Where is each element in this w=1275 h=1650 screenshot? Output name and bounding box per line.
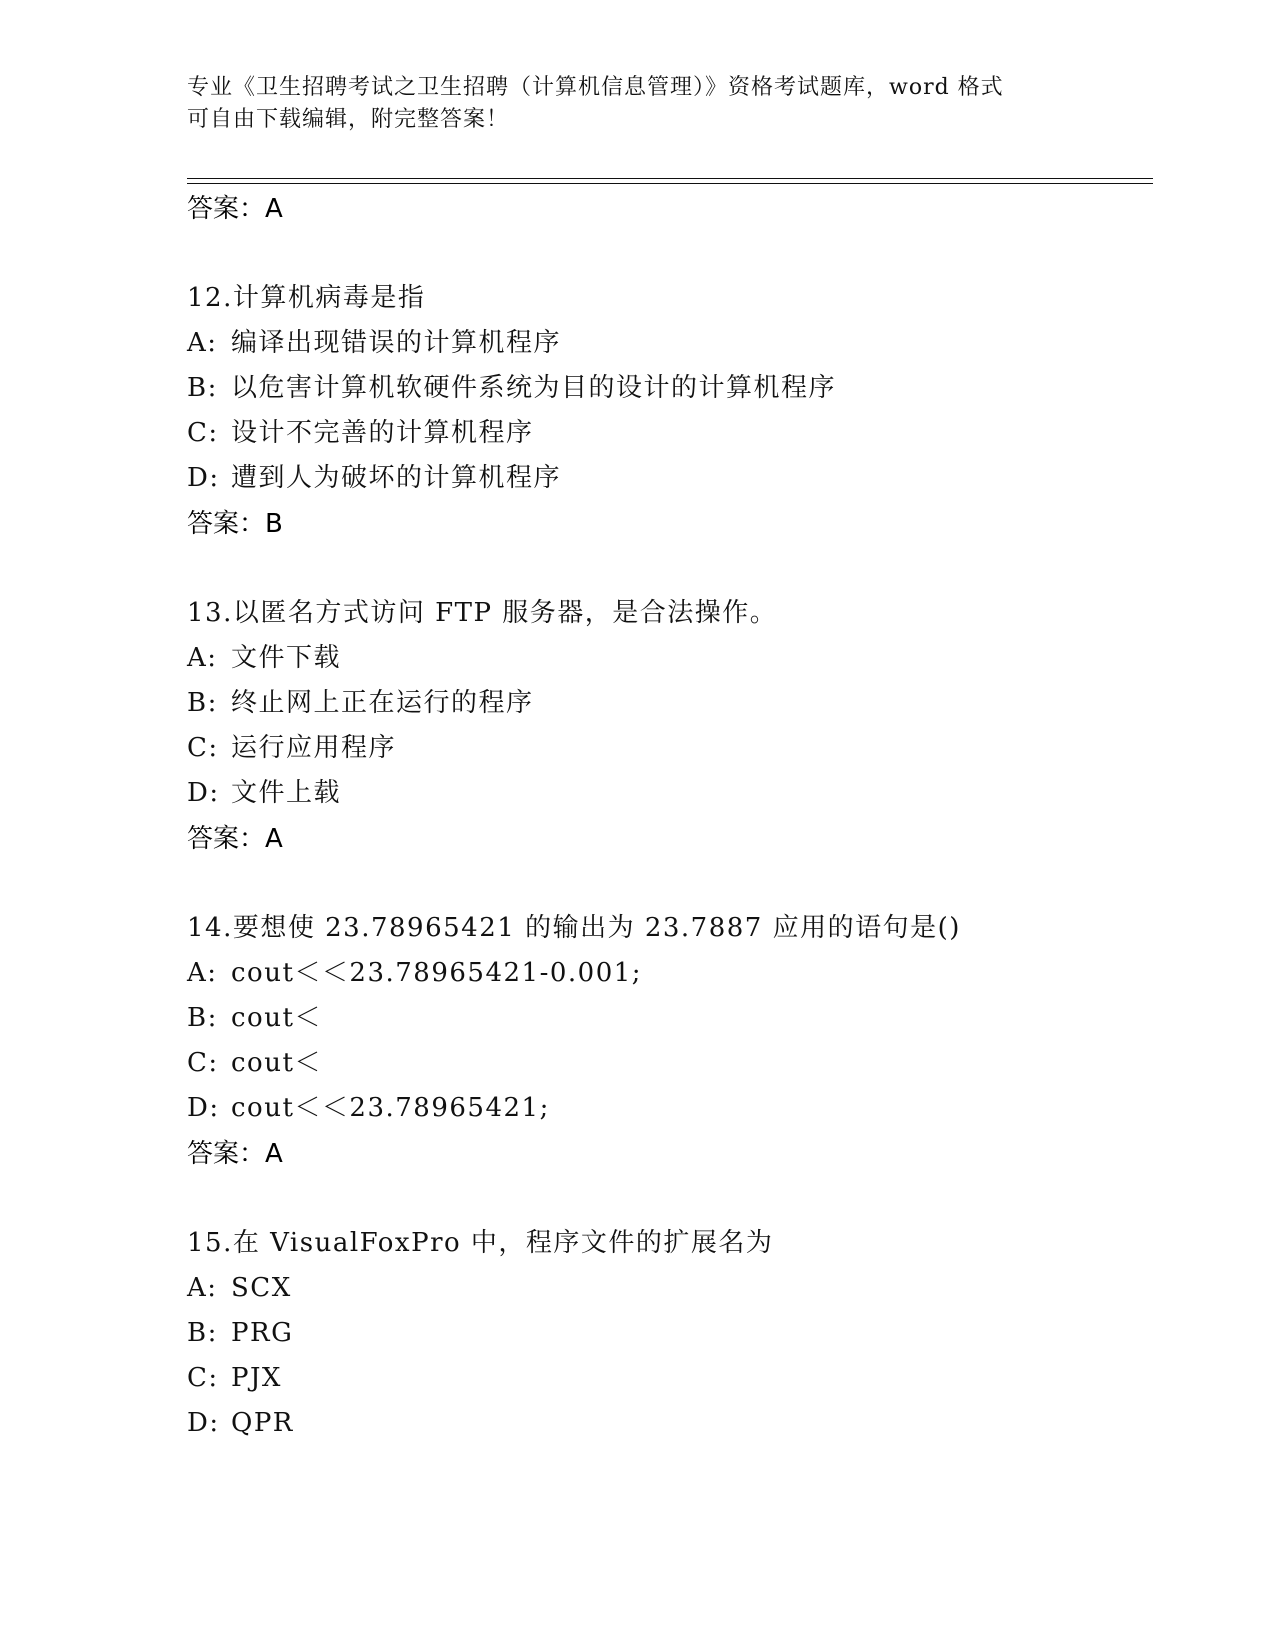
header-title-line-2: 可自由下载编辑，附完整答案！ [187, 107, 510, 132]
option-text: QPR [231, 1408, 294, 1438]
option-text: SCX [231, 1273, 292, 1303]
option-row [187, 411, 1153, 456]
option-letter: C: [187, 418, 219, 448]
option-row [187, 1356, 1153, 1401]
option-row [187, 1266, 1153, 1311]
option-row [187, 366, 1153, 411]
document-header [187, 72, 1087, 136]
option-letter: C: [187, 1363, 219, 1393]
option-letter: D: [187, 463, 220, 493]
question-stem: 14.要想使 23.78965421 的输出为 23.7887 应用的语句是() [187, 913, 961, 943]
option-row [187, 771, 1153, 816]
option-letter: A: [187, 958, 218, 988]
option-letter: B: [187, 1003, 218, 1033]
option-letter: D: [187, 778, 220, 808]
header-divider-bottom [187, 183, 1153, 184]
previous-answer: 答案：A [187, 194, 283, 224]
option-letter: D: [187, 1093, 220, 1123]
option-text: 设计不完善的计算机程序 [231, 418, 534, 448]
answer-line: 答案：A [187, 1139, 283, 1169]
option-letter: C: [187, 733, 219, 763]
header-divider-top [187, 178, 1153, 179]
option-text: 文件下载 [231, 643, 342, 673]
option-text: PJX [231, 1363, 282, 1393]
answer-line: 答案：B [187, 509, 283, 539]
option-row [187, 1041, 1153, 1086]
option-row [187, 951, 1153, 996]
option-row [187, 1086, 1153, 1131]
question-item [187, 276, 1153, 547]
question-item [187, 591, 1153, 862]
option-letter: B: [187, 688, 218, 718]
option-row [187, 681, 1153, 726]
option-letter: D: [187, 1408, 220, 1438]
option-text: 终止网上正在运行的程序 [231, 688, 534, 718]
option-text: 编译出现错误的计算机程序 [231, 328, 562, 358]
option-row [187, 726, 1153, 771]
question-item [187, 906, 1153, 1177]
option-text: cout＜＜23.78965421-0.001; [231, 958, 643, 988]
option-row [187, 636, 1153, 681]
option-text: 运行应用程序 [231, 733, 397, 763]
header-title-line-1: 专业《卫生招聘考试之卫生招聘（计算机信息管理）》资格考试题库，word 格式 [187, 75, 1004, 100]
option-row [187, 456, 1153, 501]
option-row [187, 996, 1153, 1041]
option-text: cout＜＜23.78965421; [231, 1093, 550, 1123]
question-stem: 15.在 VisualFoxPro 中，程序文件的扩展名为 [187, 1228, 774, 1258]
option-row [187, 1401, 1153, 1446]
question-list [187, 186, 1153, 1446]
question-stem: 13.以匿名方式访问 FTP 服务器，是合法操作。 [187, 598, 778, 628]
answer-line: 答案：A [187, 824, 283, 854]
option-letter: C: [187, 1048, 219, 1078]
option-text: cout＜ [231, 1003, 322, 1033]
option-text: PRG [231, 1318, 294, 1348]
option-text: cout＜ [231, 1048, 322, 1078]
question-item [187, 1221, 1153, 1446]
option-letter: A: [187, 328, 218, 358]
option-row [187, 1311, 1153, 1356]
option-text: 以危害计算机软硬件系统为目的设计的计算机程序 [231, 373, 837, 403]
option-text: 文件上载 [231, 778, 342, 808]
option-row [187, 321, 1153, 366]
option-text: 遭到人为破坏的计算机程序 [231, 463, 562, 493]
option-letter: B: [187, 373, 218, 403]
question-stem: 12.计算机病毒是指 [187, 283, 426, 313]
option-letter: B: [187, 1318, 218, 1348]
option-letter: A: [187, 643, 218, 673]
option-letter: A: [187, 1273, 218, 1303]
